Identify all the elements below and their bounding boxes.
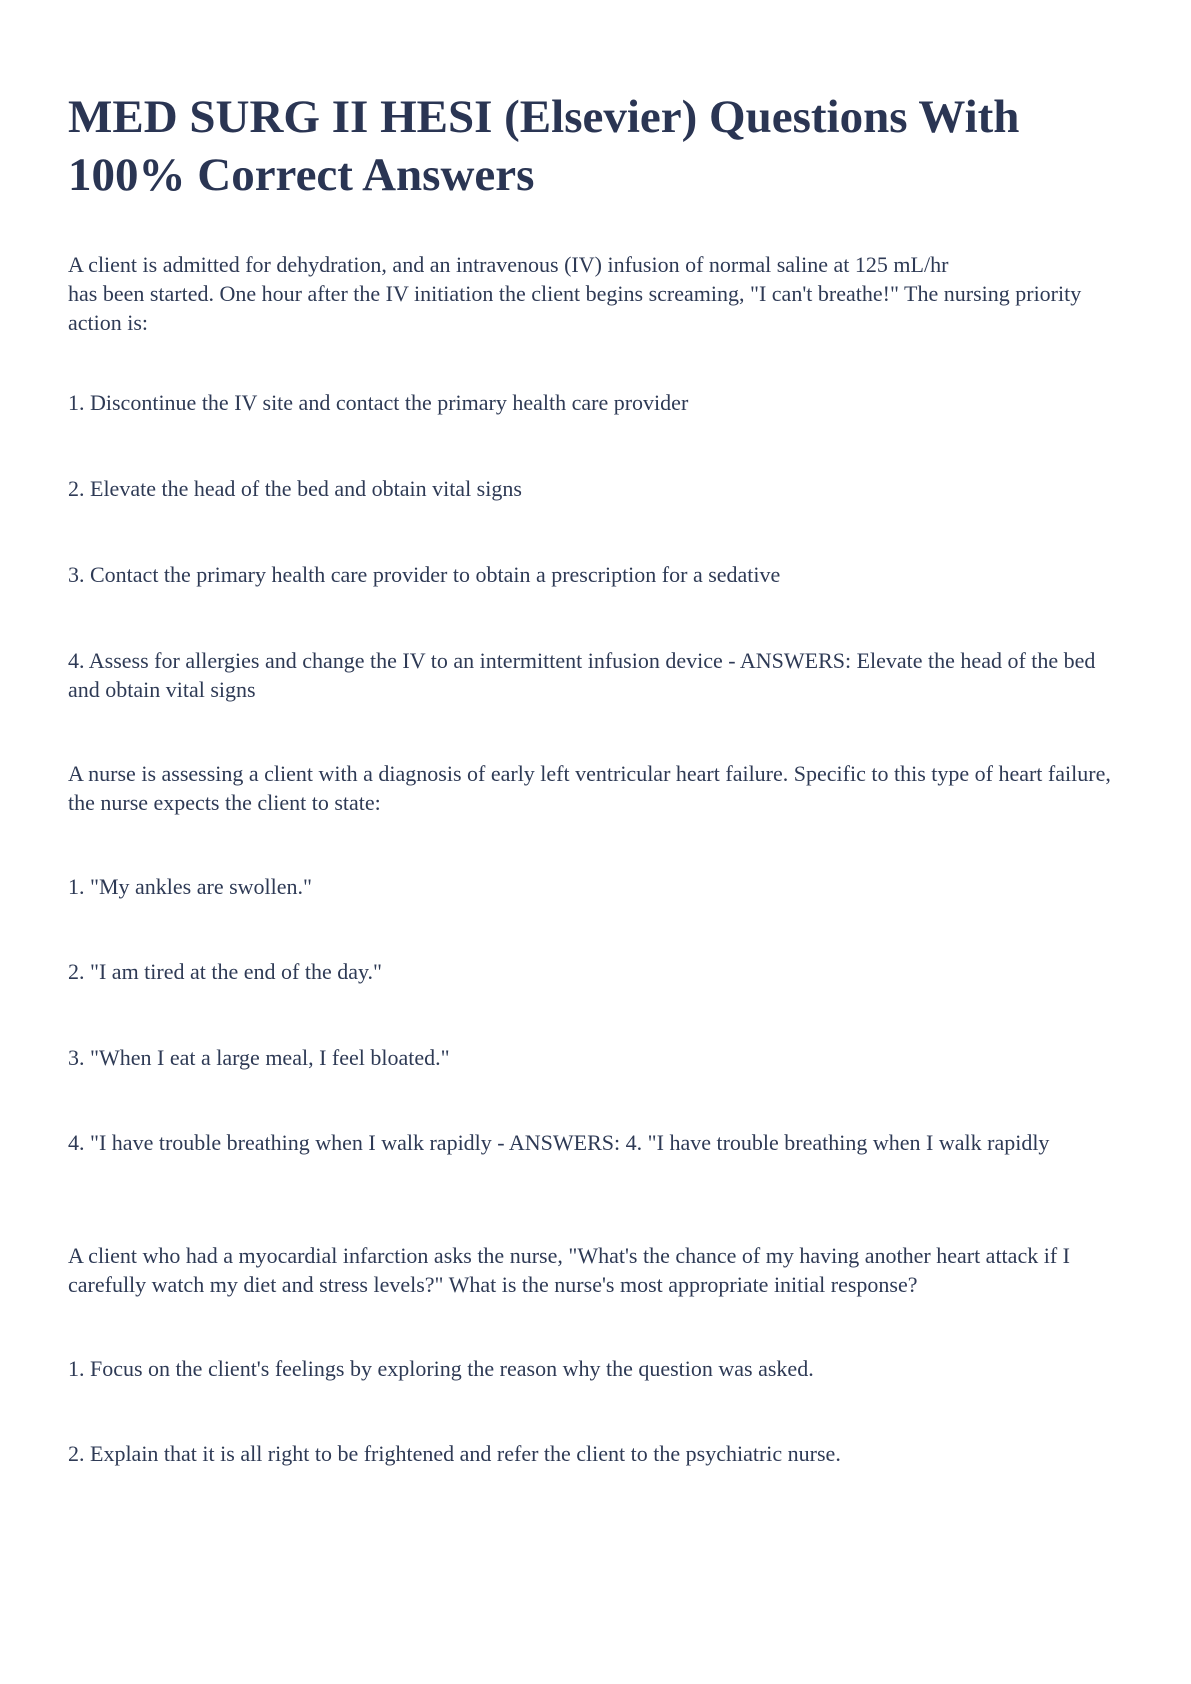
document-page [68, 88, 1128, 204]
document-title: MED SURG II HESI (Elsevier) Questions With 100% Correct Answers [68, 91, 1020, 201]
question-3-option-1: 1. Focus on the client's feelings by exploring the reason why the question was asked. [68, 1356, 814, 1381]
question-1-stem [68, 250, 1128, 337]
question-3-option-2: 2. Explain that it is all right to be frightened and refer the client to the psychiatric nurse. [68, 1441, 841, 1466]
question-3-stem: A client who had a myocardial infarction asks the nurse, "What's the chance of my having another heart attack if I carefully watch my diet and stress levels?" What is the nurse's most appropriate initial response? [68, 1243, 1070, 1297]
question-2-stem: A nurse is assessing a client with a diagnosis of early left ventricular heart failure. Specific to this type of heart failure, the nurse expects the client to state: [68, 761, 1111, 815]
question-2-option-3: 3. "When I eat a large meal, I feel bloated." [68, 1045, 450, 1070]
question-1-option-1: 1. Discontinue the IV site and contact the primary health care provider [68, 390, 689, 415]
question-2-option-2: 2. "I am tired at the end of the day." [68, 959, 383, 984]
question-1-stem-line1: A client is admitted for dehydration, and an intravenous (IV) infusion of normal saline at 125 mL/hr [68, 252, 949, 277]
question-1-stem-rest: has been started. One hour after the IV initiation the client begins screaming, "I can't breathe!" The nursing priority action is: [68, 281, 1082, 335]
question-2-option-4: 4. "I have trouble breathing when I walk rapidly - ANSWERS: 4. "I have trouble breathing when I walk rapidly [68, 1130, 1050, 1155]
question-1-option-3: 3. Contact the primary health care provider to obtain a prescription for a sedative [68, 562, 781, 587]
question-1-option-2: 2. Elevate the head of the bed and obtain vital signs [68, 476, 522, 501]
question-1-option-4: 4. Assess for allergies and change the IV to an intermittent infusion device - ANSWERS: Elevate the head of the bed and obtain vital signs [68, 648, 1096, 702]
question-2-option-1: 1. "My ankles are swollen." [68, 874, 313, 899]
